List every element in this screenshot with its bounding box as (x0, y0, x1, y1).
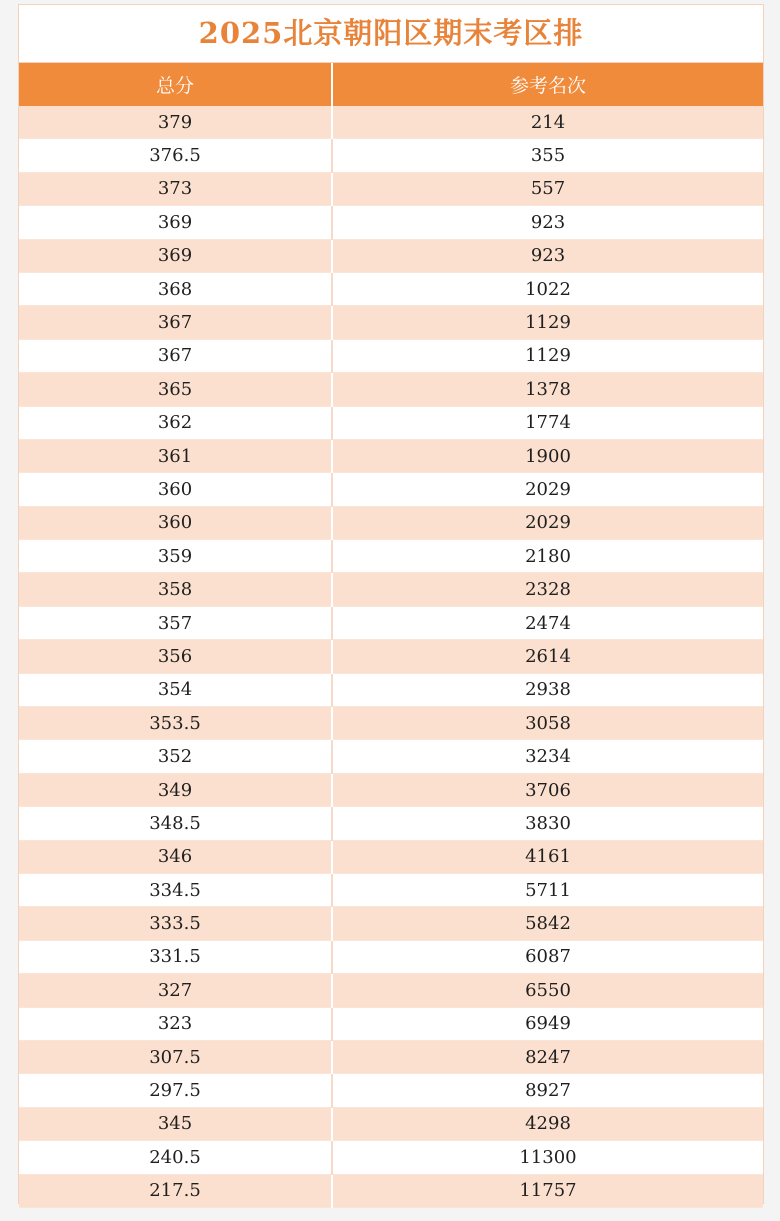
cell-rank: 2029 (332, 506, 763, 539)
table-row (19, 907, 763, 940)
table-row (19, 840, 763, 873)
cell-total-score: 362 (19, 406, 332, 439)
cell-total-score: 361 (19, 439, 332, 472)
cell-total-score: 307.5 (19, 1040, 332, 1073)
table-row (19, 506, 763, 539)
table-row (19, 673, 763, 706)
cell-rank: 11757 (332, 1174, 763, 1207)
table-row (19, 473, 763, 506)
cell-total-score: 359 (19, 540, 332, 573)
cell-total-score: 356 (19, 640, 332, 673)
cell-rank: 2474 (332, 606, 763, 639)
table-row (19, 540, 763, 573)
cell-total-score: 240.5 (19, 1141, 332, 1174)
table-row (19, 1107, 763, 1140)
cell-rank: 2180 (332, 540, 763, 573)
cell-rank: 8247 (332, 1040, 763, 1073)
table-row (19, 974, 763, 1007)
cell-rank: 1022 (332, 272, 763, 305)
table-row (19, 606, 763, 639)
cell-rank: 1129 (332, 339, 763, 372)
cell-total-score: 331.5 (19, 940, 332, 973)
cell-total-score: 376.5 (19, 139, 332, 172)
cell-total-score: 346 (19, 840, 332, 873)
cell-total-score: 360 (19, 473, 332, 506)
table-row (19, 740, 763, 773)
table-row (19, 1141, 763, 1174)
table-row (19, 139, 763, 172)
cell-total-score: 349 (19, 773, 332, 806)
cell-total-score: 217.5 (19, 1174, 332, 1207)
cell-rank: 557 (332, 172, 763, 205)
table-row (19, 640, 763, 673)
table-row (19, 406, 763, 439)
table-row (19, 707, 763, 740)
table-row (19, 807, 763, 840)
cell-rank: 1900 (332, 439, 763, 472)
cell-total-score: 333.5 (19, 907, 332, 940)
cell-rank: 2029 (332, 473, 763, 506)
table-row (19, 873, 763, 906)
cell-total-score: 345 (19, 1107, 332, 1140)
cell-total-score: 354 (19, 673, 332, 706)
cell-total-score: 373 (19, 172, 332, 205)
cell-total-score: 327 (19, 974, 332, 1007)
cell-rank: 4161 (332, 840, 763, 873)
cell-rank: 923 (332, 239, 763, 272)
table-row (19, 940, 763, 973)
table-header (19, 63, 763, 106)
table-row (19, 573, 763, 606)
cell-total-score: 353.5 (19, 707, 332, 740)
table-row (19, 1074, 763, 1107)
cell-rank: 3234 (332, 740, 763, 773)
cell-total-score: 360 (19, 506, 332, 539)
cell-rank: 3706 (332, 773, 763, 806)
table-row (19, 239, 763, 272)
table-row (19, 1007, 763, 1040)
table-row (19, 439, 763, 472)
cell-rank: 3830 (332, 807, 763, 840)
column-header-rank: 参考名次 (332, 63, 763, 106)
cell-rank: 2938 (332, 673, 763, 706)
cell-rank: 3058 (332, 707, 763, 740)
cell-rank: 1129 (332, 306, 763, 339)
cell-rank: 11300 (332, 1141, 763, 1174)
cell-rank: 2328 (332, 573, 763, 606)
cell-total-score: 367 (19, 306, 332, 339)
cell-rank: 355 (332, 139, 763, 172)
score-rank-sheet (18, 4, 764, 1204)
cell-rank: 5711 (332, 873, 763, 906)
cell-total-score: 367 (19, 339, 332, 372)
cell-rank: 4298 (332, 1107, 763, 1140)
cell-rank: 2614 (332, 640, 763, 673)
cell-total-score: 358 (19, 573, 332, 606)
score-rank-table (19, 63, 763, 1208)
cell-total-score: 357 (19, 606, 332, 639)
cell-rank: 6949 (332, 1007, 763, 1040)
table-row (19, 306, 763, 339)
cell-rank: 1378 (332, 373, 763, 406)
cell-total-score: 369 (19, 239, 332, 272)
table-row (19, 1040, 763, 1073)
cell-rank: 214 (332, 106, 763, 139)
cell-total-score: 368 (19, 272, 332, 305)
cell-total-score: 348.5 (19, 807, 332, 840)
cell-rank: 6087 (332, 940, 763, 973)
cell-rank: 923 (332, 206, 763, 239)
table-row (19, 339, 763, 372)
cell-rank: 5842 (332, 907, 763, 940)
header-row (19, 63, 763, 106)
cell-total-score: 297.5 (19, 1074, 332, 1107)
table-row (19, 106, 763, 139)
cell-total-score: 334.5 (19, 873, 332, 906)
cell-total-score: 352 (19, 740, 332, 773)
cell-total-score: 379 (19, 106, 332, 139)
table-row (19, 206, 763, 239)
column-header-total-score: 总分 (19, 63, 332, 106)
cell-rank: 6550 (332, 974, 763, 1007)
table-body (19, 106, 763, 1207)
cell-total-score: 369 (19, 206, 332, 239)
cell-rank: 8927 (332, 1074, 763, 1107)
cell-rank: 1774 (332, 406, 763, 439)
table-row (19, 373, 763, 406)
table-row (19, 1174, 763, 1207)
page-title: 2025北京朝阳区期末考区排 (19, 5, 763, 63)
cell-total-score: 365 (19, 373, 332, 406)
table-row (19, 172, 763, 205)
table-row (19, 773, 763, 806)
table-row (19, 272, 763, 305)
cell-total-score: 323 (19, 1007, 332, 1040)
